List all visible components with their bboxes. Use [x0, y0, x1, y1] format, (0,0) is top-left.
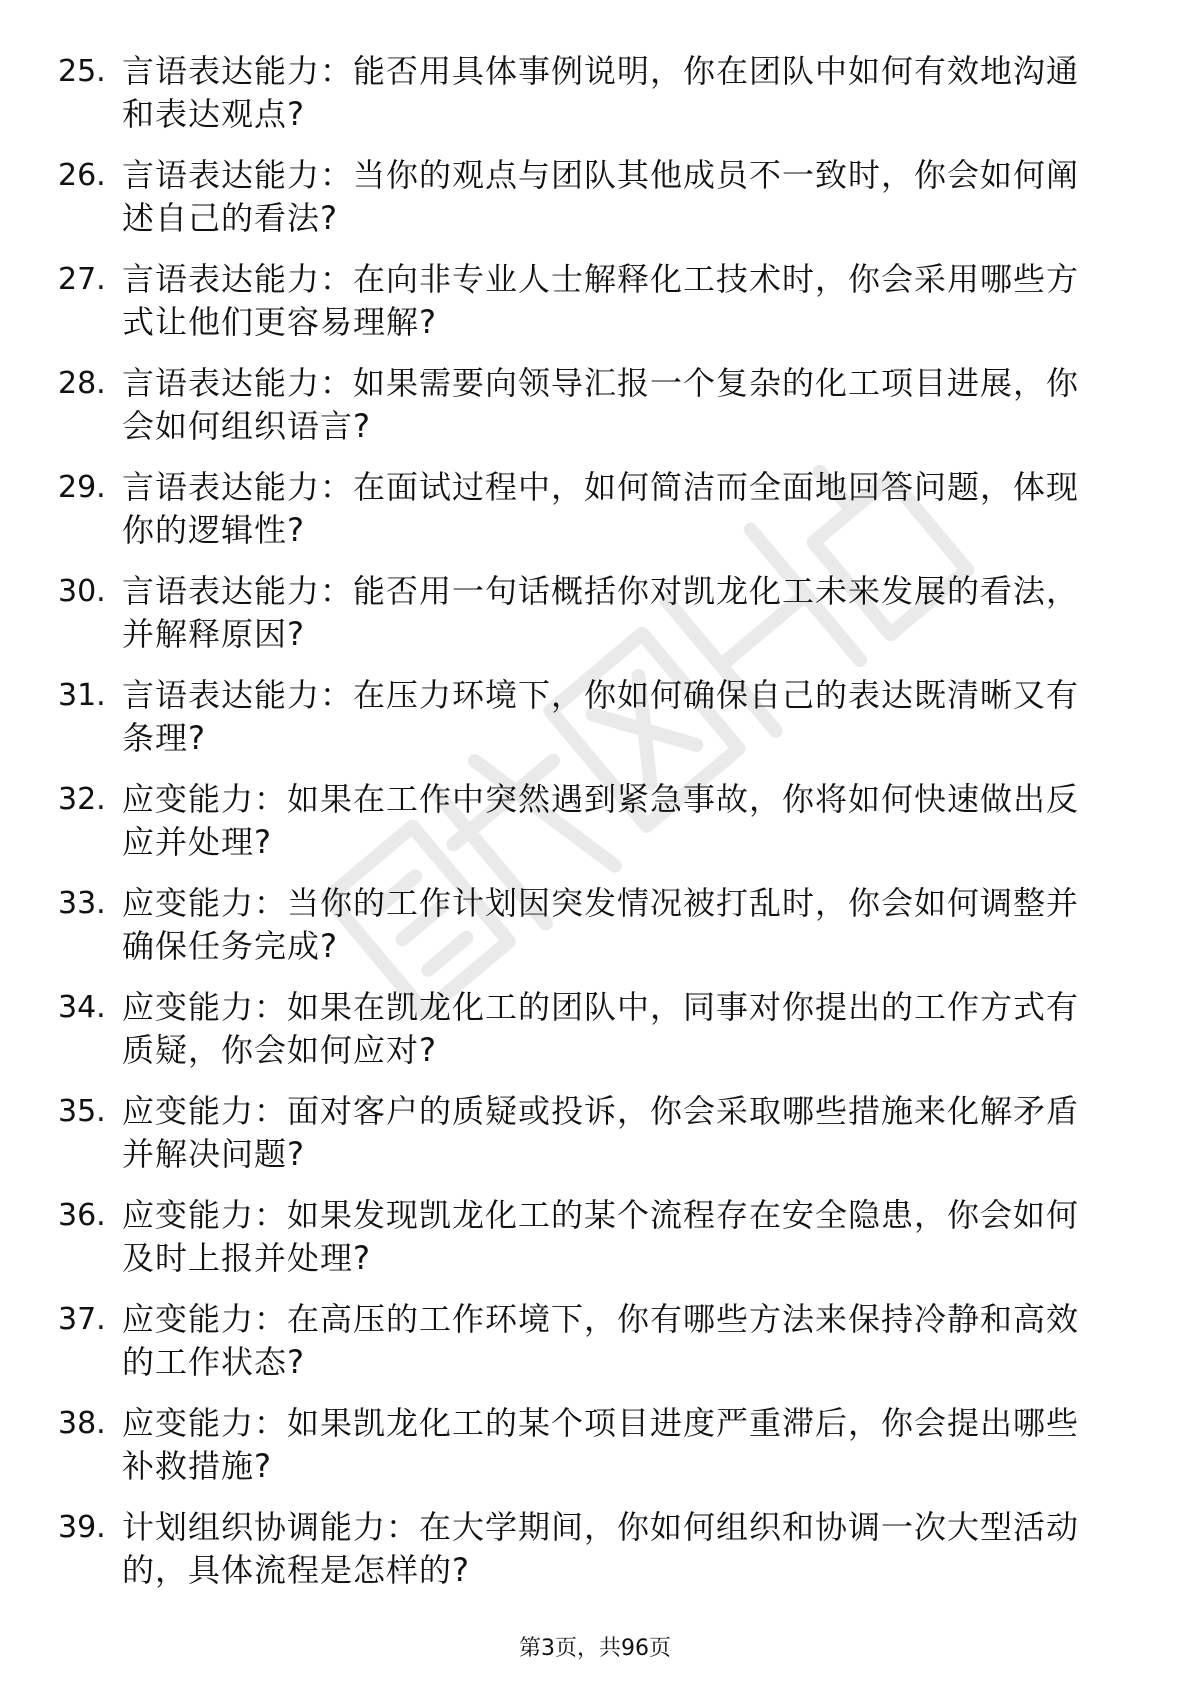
list-item	[58, 674, 1108, 778]
list-item	[58, 1194, 1108, 1298]
question-number: 33.	[58, 886, 106, 921]
question-number: 26.	[58, 158, 106, 193]
question-number: 36.	[58, 1198, 106, 1233]
question-text: 言语表达能力：如果需要向领导汇报一个复杂的化工项目进展，你会如何组织语言?	[122, 364, 1080, 445]
list-item	[58, 1090, 1108, 1194]
question-number: 38.	[58, 1406, 106, 1441]
question-text: 计划组织协调能力：在大学期间，你如何组织和协调一次大型活动的，具体流程是怎样的?	[122, 1508, 1080, 1589]
list-item	[58, 466, 1108, 570]
question-text: 应变能力：如果在工作中突然遇到紧急事故，你将如何快速做出反应并处理?	[122, 780, 1080, 861]
question-text: 应变能力：面对客户的质疑或投诉，你会采取哪些措施来化解矛盾并解决问题?	[122, 1092, 1080, 1173]
question-number: 30.	[58, 574, 106, 609]
question-number: 37.	[58, 1302, 106, 1337]
list-item	[58, 570, 1108, 674]
list-item	[58, 882, 1108, 986]
question-text: 应变能力：当你的工作计划因突发情况被打乱时，你会如何调整并确保任务完成?	[122, 884, 1080, 965]
question-text: 应变能力：如果发现凯龙化工的某个流程存在安全隐患，你会如何及时上报并处理?	[122, 1196, 1080, 1277]
question-number: 31.	[58, 678, 106, 713]
question-list	[58, 50, 1108, 1610]
list-item	[58, 778, 1108, 882]
question-text: 言语表达能力：能否用一句话概括你对凯龙化工未来发展的看法，并解释原因?	[122, 572, 1080, 653]
question-text: 言语表达能力：能否用具体事例说明，你在团队中如何有效地沟通和表达观点?	[122, 52, 1080, 133]
question-text: 言语表达能力：在面试过程中，如何简洁而全面地回答问题，体现你的逻辑性?	[122, 468, 1080, 549]
question-text: 应变能力：在高压的工作环境下，你有哪些方法来保持冷静和高效的工作状态?	[122, 1300, 1080, 1381]
list-item	[58, 50, 1108, 154]
list-item	[58, 1402, 1108, 1506]
list-item	[58, 154, 1108, 258]
question-number: 39.	[58, 1510, 106, 1545]
question-text: 应变能力：如果在凯龙化工的团队中，同事对你提出的工作方式有质疑，你会如何应对?	[122, 988, 1080, 1069]
question-text: 言语表达能力：在向非专业人士解释化工技术时，你会采用哪些方式让他们更容易理解?	[122, 260, 1080, 341]
question-number: 32.	[58, 782, 106, 817]
question-number: 27.	[58, 262, 106, 297]
question-number: 28.	[58, 366, 106, 401]
question-number: 35.	[58, 1094, 106, 1129]
question-number: 34.	[58, 990, 106, 1025]
list-item	[58, 362, 1108, 466]
list-item	[58, 1506, 1108, 1610]
list-item	[58, 986, 1108, 1090]
question-number: 25.	[58, 54, 106, 89]
page-footer: 第3页，共96页	[519, 1636, 671, 1661]
list-item	[58, 1298, 1108, 1402]
question-text: 应变能力：如果凯龙化工的某个项目进度严重滞后，你会提出哪些补救措施?	[122, 1404, 1080, 1485]
list-item	[58, 258, 1108, 362]
question-text: 言语表达能力：当你的观点与团队其他成员不一致时，你会如何阐述自己的看法?	[122, 156, 1080, 237]
question-text: 言语表达能力：在压力环境下，你如何确保自己的表达既清晰又有条理?	[122, 676, 1080, 757]
question-number: 29.	[58, 470, 106, 505]
